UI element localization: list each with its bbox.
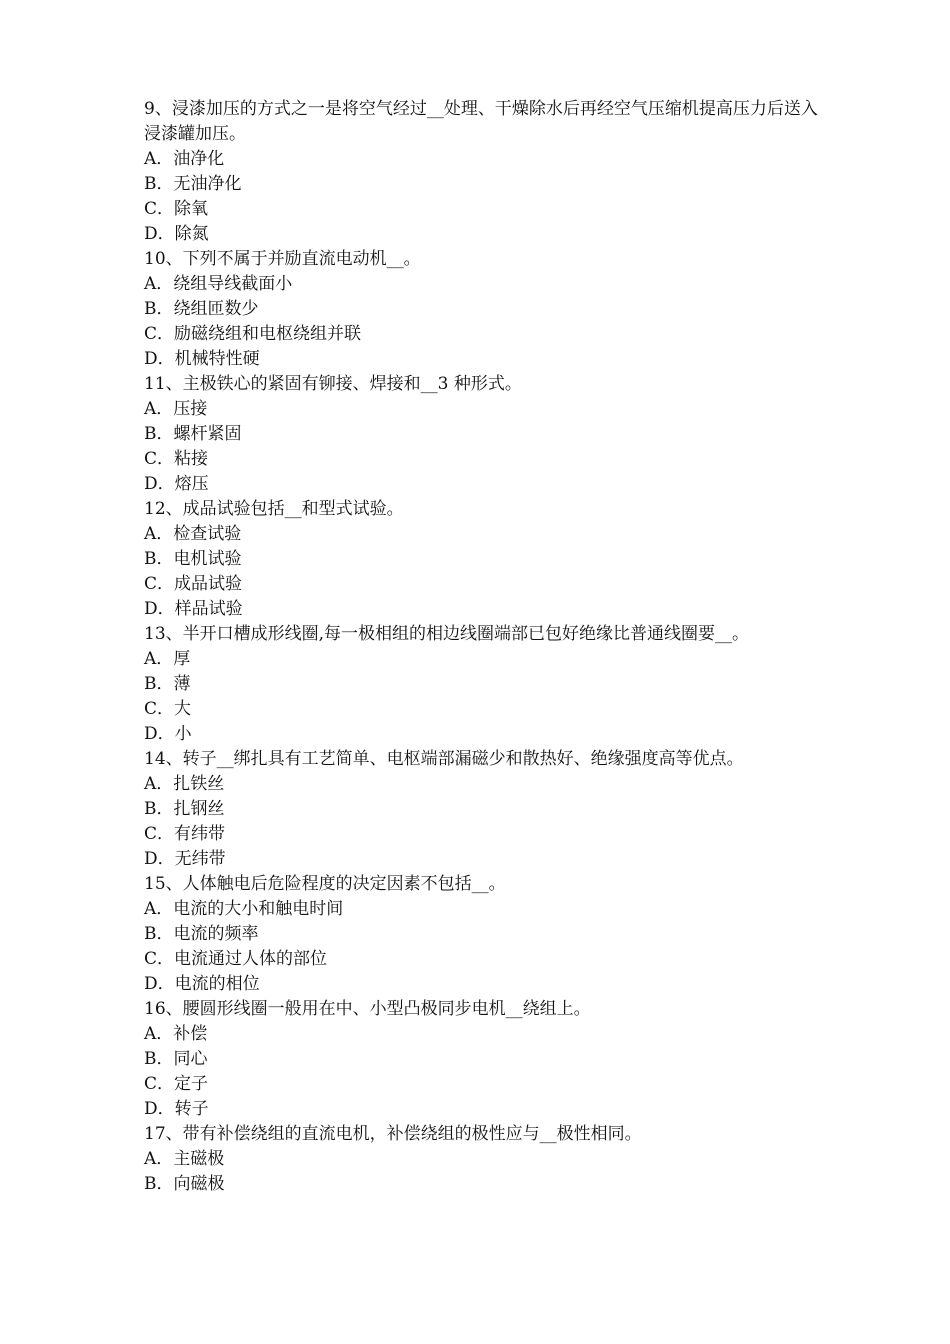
question-stem: 11、主极铁心的紧固有铆接、焊接和__3 种形式。 (144, 374, 522, 394)
question-stem: 17、带有补偿绕组的直流电机，补偿绕组的极性应与__极性相同。 (144, 1124, 642, 1144)
question-stem: 16、腰圆形线圈一般用在中、小型凸极同步电机__绕组上。 (144, 999, 591, 1019)
question-11 (144, 372, 824, 497)
option-d: D．电流的相位 (144, 974, 260, 994)
option-b: B．向磁极 (144, 1174, 225, 1194)
option-a: A．主磁极 (144, 1149, 225, 1169)
question-17 (144, 1122, 824, 1197)
option-d: D．样品试验 (144, 599, 243, 619)
option-a: A．绕组导线截面小 (144, 274, 293, 294)
option-b: B．电流的频率 (144, 924, 259, 944)
option-a: A．检查试验 (144, 524, 242, 544)
option-d: D．熔压 (144, 474, 209, 494)
question-15 (144, 872, 824, 997)
option-c: C．定子 (144, 1074, 209, 1094)
question-14 (144, 747, 824, 872)
option-c: C．除氧 (144, 199, 209, 219)
option-b: B．同心 (144, 1049, 208, 1069)
option-b: B．绕组匝数少 (144, 299, 259, 319)
option-a: A．油净化 (144, 149, 225, 169)
question-stem: 9、浸漆加压的方式之一是将空气经过__处理、干燥除水后再经空气压缩机提高压力后送入浸漆罐加压。 (144, 99, 818, 144)
question-list (144, 97, 824, 1197)
option-b: B．扎钢丝 (144, 799, 225, 819)
option-b: B．螺杆紧固 (144, 424, 242, 444)
question-16 (144, 997, 824, 1122)
question-12 (144, 497, 824, 622)
question-stem: 13、半开口槽成形线圈,每一极相组的相边线圈端部已包好绝缘比普通线圈要__。 (144, 624, 750, 644)
option-a: A．厚 (144, 649, 191, 669)
question-stem: 15、人体触电后危险程度的决定因素不包括__。 (144, 874, 506, 894)
question-stem: 12、成品试验包括__和型式试验。 (144, 499, 404, 519)
option-d: D．除氮 (144, 224, 209, 244)
question-stem: 10、下列不属于并励直流电动机__。 (144, 249, 421, 269)
option-d: D．无纬带 (144, 849, 226, 869)
question-stem: 14、转子__绑扎具有工艺简单、电枢端部漏磁少和散热好、绝缘强度高等优点。 (144, 749, 744, 769)
option-d: D．转子 (144, 1099, 209, 1119)
question-13 (144, 622, 824, 747)
option-a: A．补偿 (144, 1024, 208, 1044)
option-c: C．大 (144, 699, 192, 719)
option-a: A．压接 (144, 399, 208, 419)
option-a: A．扎铁丝 (144, 774, 225, 794)
question-9 (144, 97, 824, 247)
option-c: C．成品试验 (144, 574, 243, 594)
option-c: C．有纬带 (144, 824, 226, 844)
option-b: B．无油净化 (144, 174, 242, 194)
option-c: C．励磁绕组和电枢绕组并联 (144, 324, 362, 344)
option-b: B．薄 (144, 674, 191, 694)
option-c: C．粘接 (144, 449, 209, 469)
option-c: C．电流通过人体的部位 (144, 949, 328, 969)
option-a: A．电流的大小和触电时间 (144, 899, 344, 919)
option-d: D．小 (144, 724, 192, 744)
option-d: D．机械特性硬 (144, 349, 260, 369)
option-b: B．电机试验 (144, 549, 242, 569)
question-10 (144, 247, 824, 372)
